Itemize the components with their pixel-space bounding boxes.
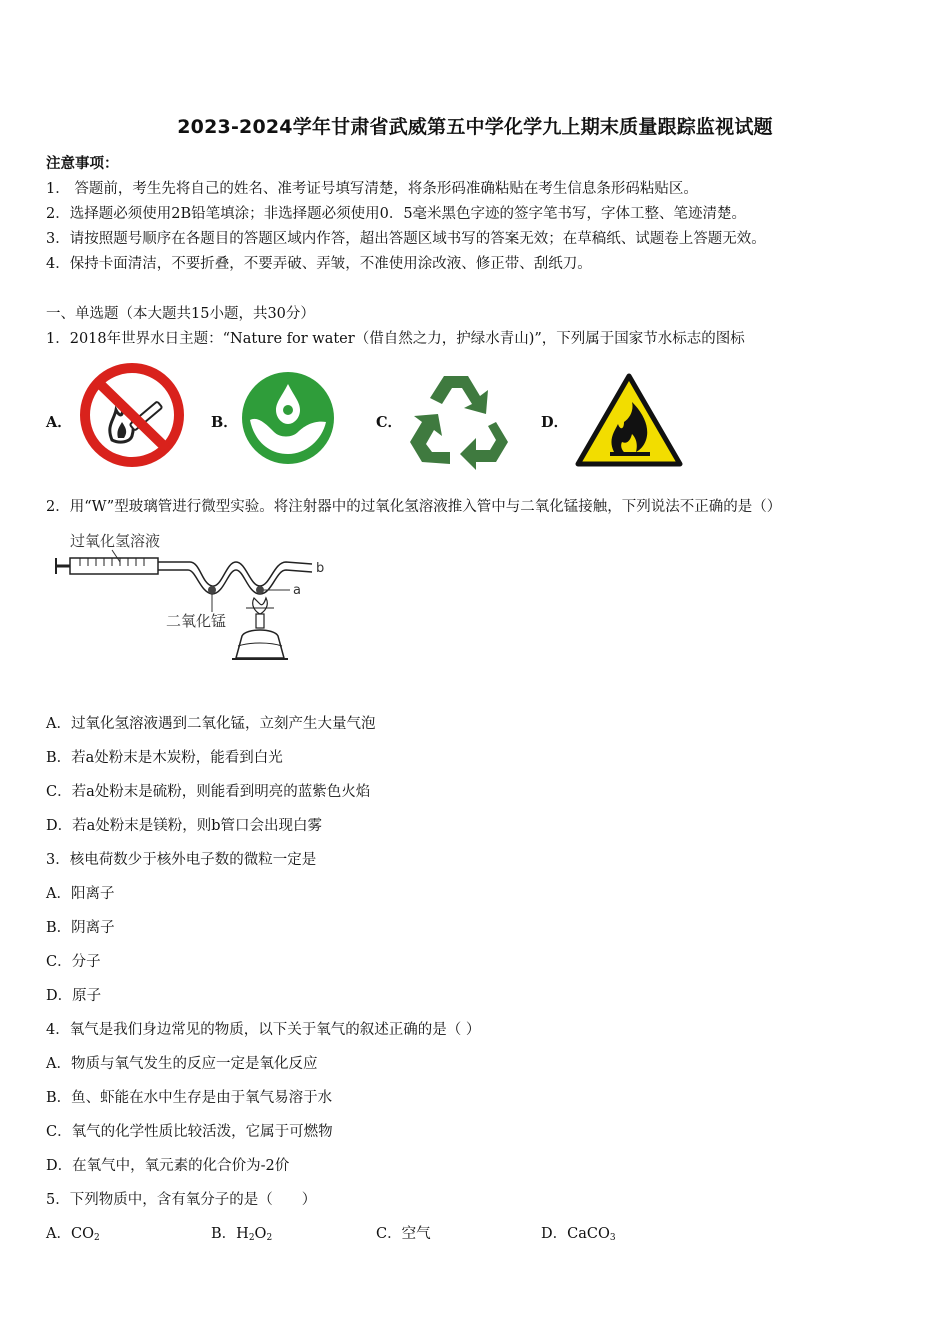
question-3-stem: 3．核电荷数少于核外电子数的微粒一定是 bbox=[46, 852, 317, 868]
q3-option: C．分子 bbox=[46, 954, 101, 970]
q4-option: D．在氧气中，氧元素的化合价为-2价 bbox=[46, 1158, 290, 1174]
q3-option: B．阴离子 bbox=[46, 920, 115, 936]
water-saving-icon bbox=[240, 370, 336, 466]
q5-option-a: A．$CO_2$ bbox=[46, 1226, 100, 1243]
question-2-stem: 2．用“W”型玻璃管进行微型实验。将注射器中的过氧化氢溶液推入管中与二氧化锰接触，下列说法不正确的是（） bbox=[46, 499, 782, 515]
q3-option: D．原子 bbox=[46, 988, 102, 1004]
notice-item: 4．保持卡面清洁，不要折叠，不要弄破、弄皱，不准使用涂改液、修正带、刮纸刀。 bbox=[46, 256, 592, 272]
q1-option-d-label: D． bbox=[541, 414, 569, 431]
w-tube-apparatus-figure bbox=[50, 528, 340, 668]
q4-option: C．氧气的化学性质比较活泼，它属于可燃物 bbox=[46, 1124, 333, 1140]
question-1-stem: 1．2018年世界水日主题：“Nature for water（借自然之力，护绿水青山)”，下列属于国家节水标志的图标 bbox=[46, 331, 745, 347]
q4-option: B．鱼、虾能在水中生存是由于氧气易溶于水 bbox=[46, 1090, 333, 1106]
no-fire-icon bbox=[76, 360, 188, 470]
flammable-warning-icon bbox=[574, 372, 684, 468]
q3-option: A．阳离子 bbox=[46, 886, 115, 902]
q2-option: C．若a处粉末是硫粉，则能看到明亮的蓝紫色火焰 bbox=[46, 784, 371, 800]
q2-option: B．若a处粉末是木炭粉，能看到白光 bbox=[46, 750, 283, 766]
q5-option-b: B．$H_2O_2$ bbox=[211, 1226, 273, 1243]
notice-heading: 注意事项： bbox=[46, 155, 119, 172]
q5-option-d: D．CaCO$_3$ bbox=[541, 1226, 616, 1243]
q2-option: A．过氧化氢溶液遇到二氧化锰，立刻产生大量气泡 bbox=[46, 716, 376, 732]
q1-option-b-label: B． bbox=[211, 414, 238, 431]
recycle-icon bbox=[406, 366, 512, 470]
section-heading: 一、单选题（本大题共15小题，共30分） bbox=[46, 306, 315, 322]
question-5-stem: 5．下列物质中，含有氧分子的是（ ） bbox=[46, 1192, 317, 1208]
figure-label-solution: 过氧化氢溶液 bbox=[70, 532, 161, 550]
question-4-stem: 4．氧气是我们身边常见的物质，以下关于氧气的叙述正确的是（ ） bbox=[46, 1022, 481, 1038]
q5-option-c: C．空气 bbox=[376, 1226, 431, 1242]
figure-label-a: a bbox=[293, 583, 301, 598]
notice-item: 2．选择题必须使用2B铅笔填涂；非选择题必须使用0．5毫米黑色字迹的签字笔书写，字体工整、笔迹清楚。 bbox=[46, 206, 747, 222]
q1-option-a-label: A． bbox=[46, 414, 72, 431]
notice-item: 3．请按照题号顺序在各题目的答题区域内作答，超出答题区域书写的答案无效；在草稿纸、试题卷上答题无效。 bbox=[46, 231, 766, 247]
q2-option: D．若a处粉末是镁粉，则b管口会出现白雾 bbox=[46, 818, 323, 834]
figure-label-mno2: 二氧化锰 bbox=[166, 612, 227, 630]
figure-label-b: b bbox=[316, 561, 325, 576]
notice-item: 1． 答题前，考生先将自己的姓名、准考证号填写清楚，将条形码准确粘贴在考生信息条形码粘贴区。 bbox=[46, 181, 698, 197]
page-title: 2023-2024学年甘肃省武威第五中学化学九上期末质量跟踪监视试题 bbox=[177, 116, 773, 138]
q4-option: A．物质与氧气发生的反应一定是氧化反应 bbox=[46, 1056, 318, 1072]
q1-option-c-label: C． bbox=[376, 414, 403, 431]
